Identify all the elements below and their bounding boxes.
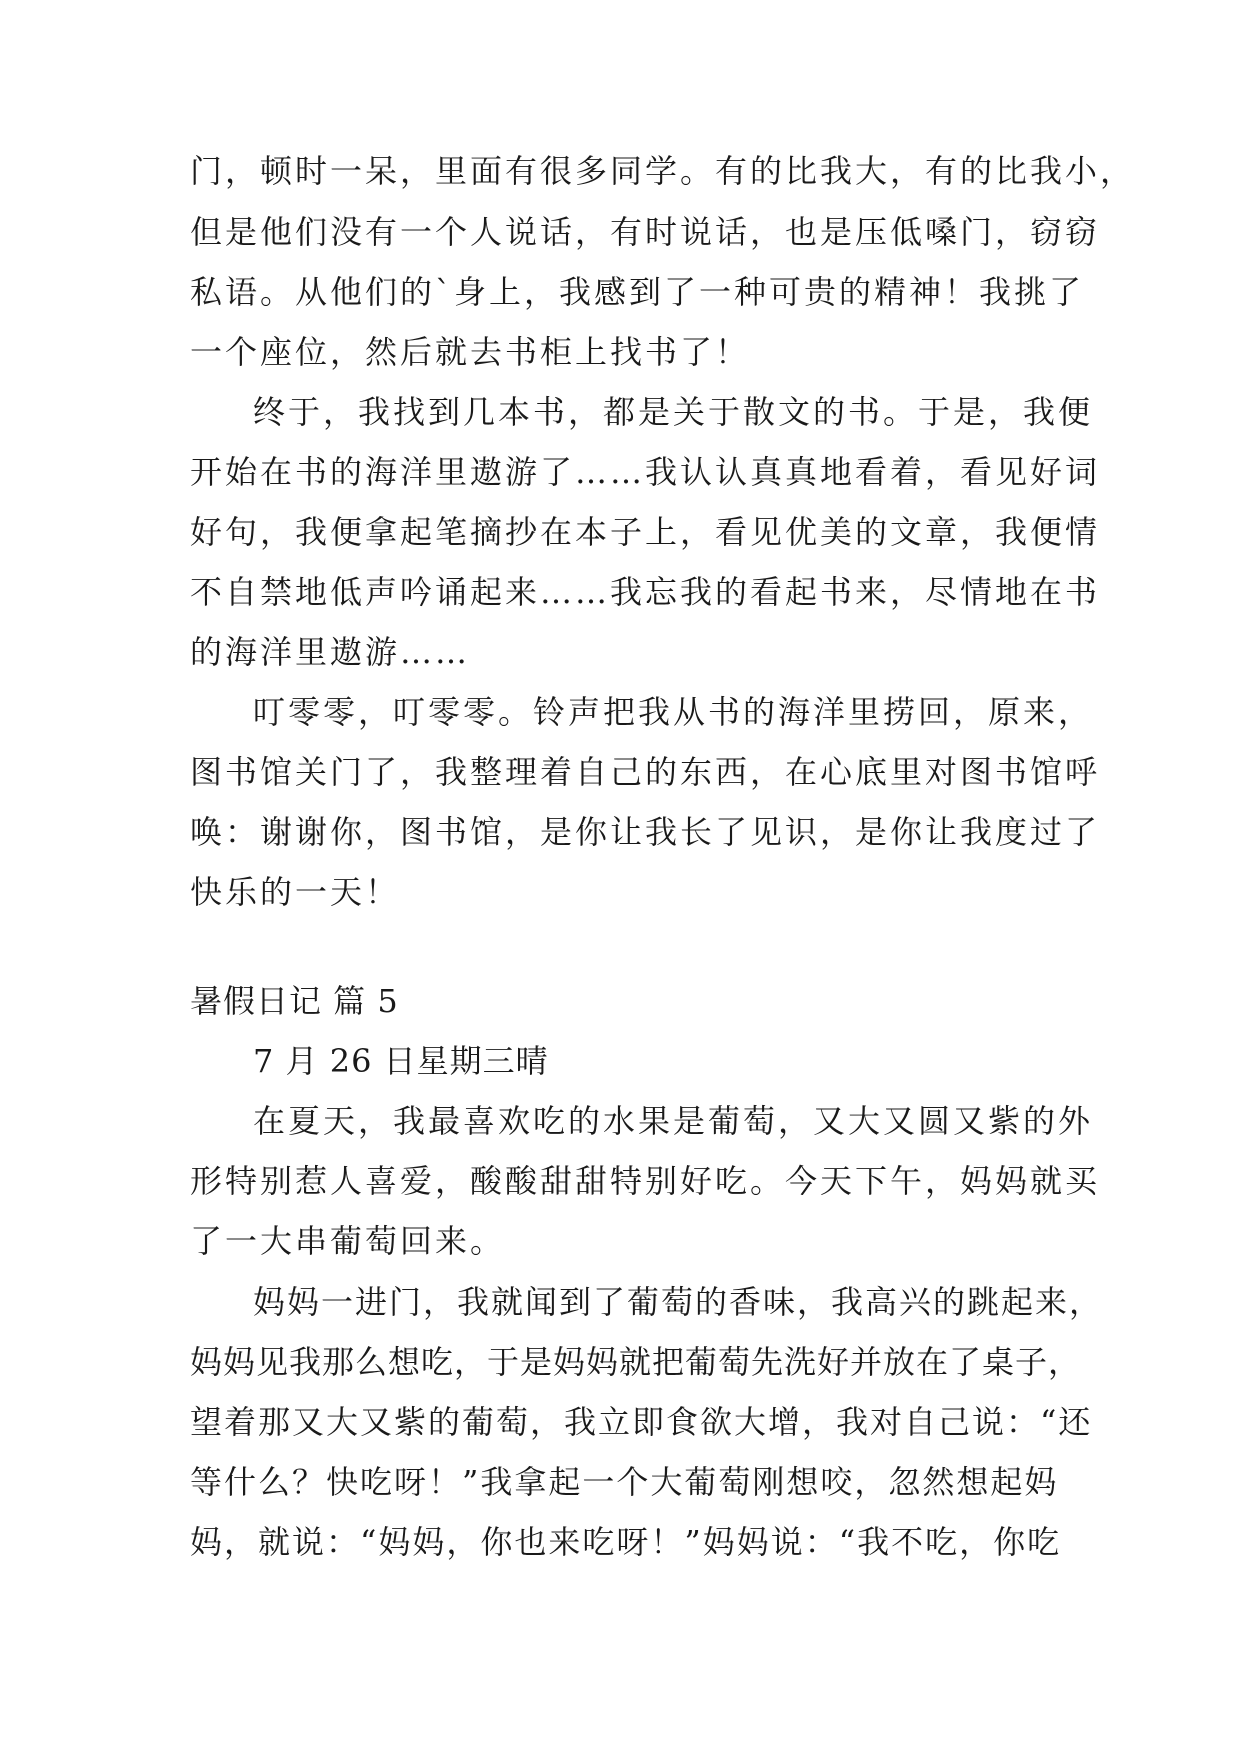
text-line: 但是他们没有一个人说话，有时说话，也是压低嗓门，窃窃: [190, 213, 1101, 251]
text-line: 等什么？快吃呀！”我拿起一个大葡萄刚想咬，忽然想起妈: [190, 1463, 1059, 1501]
section-heading: 暑假日记 篇 5: [190, 982, 399, 1020]
text-line: 的海洋里遨游……: [190, 633, 471, 671]
text-line: 望着那又大又紫的葡萄，我立即食欲大增，我对自己说：“还: [190, 1403, 1093, 1441]
text-line: 门，顿时一呆，里面有很多同学。有的比我大，有的比我小，: [190, 152, 1136, 190]
text-line: 私语。从他们的`身上，我感到了一种可贵的精神！我挑了: [190, 273, 1085, 311]
text-line: 在夏天，我最喜欢吃的水果是葡萄，又大又圆又紫的外: [253, 1102, 1094, 1140]
text-line: 好句，我便拿起笔摘抄在本子上，看见优美的文章，我便情: [190, 513, 1101, 551]
date-line: 7 月 26 日星期三晴: [253, 1042, 549, 1080]
text-line: 妈，就说：“妈妈，你也来吃呀！”妈妈说：“我不吃，你吃: [190, 1523, 1062, 1561]
text-line: 图书馆关门了，我整理着自己的东西，在心底里对图书馆呼: [190, 753, 1101, 791]
text-line: 终于，我找到几本书，都是关于散文的书。于是，我便: [253, 393, 1094, 431]
text-line: 了一大串葡萄回来。: [190, 1222, 506, 1260]
text-line: 形特别惹人喜爱，酸酸甜甜特别好吃。今天下午，妈妈就买: [190, 1162, 1101, 1200]
text-line: 不自禁地低声吟诵起来……我忘我的看起书来，尽情地在书: [190, 573, 1101, 611]
text-line: 开始在书的海洋里遨游了……我认认真真地看着，看见好词: [190, 453, 1101, 491]
text-line: 妈妈见我那么想吃，于是妈妈就把葡萄先洗好并放在了桌子，: [190, 1343, 1082, 1381]
text-line: 快乐的一天！: [190, 873, 401, 911]
text-line: 一个座位，然后就去书柜上找书了！: [190, 333, 751, 371]
text-line: 唤：谢谢你，图书馆，是你让我长了见识，是你让我度过了: [190, 813, 1101, 851]
text-line: 妈妈一进门，我就闻到了葡萄的香味，我高兴的跳起来，: [253, 1283, 1104, 1321]
text-line: 叮零零，叮零零。铃声把我从书的海洋里捞回，原来，: [253, 693, 1094, 731]
